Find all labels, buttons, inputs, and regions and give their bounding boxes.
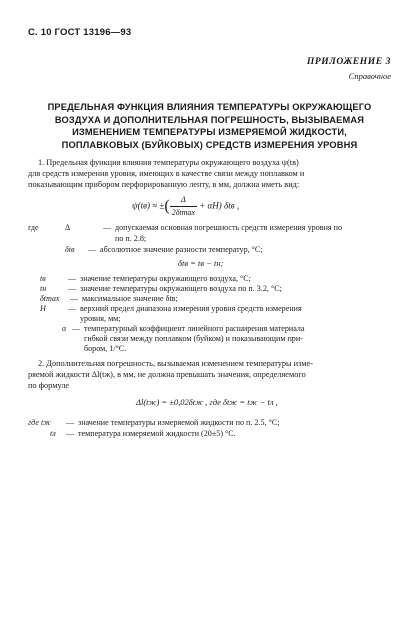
legend-text: уровня, мм; [80,314,121,323]
legend-dash: — [66,418,75,427]
legend-text: значение температуры измеряемой жидкости по п. 2.5, °С; [78,418,280,427]
legend-text: температурный коэффициент линейного расширения материала [84,324,305,333]
legend-dash: — [103,223,112,232]
appendix-title: ПРИЛОЖЕНИЕ 3 [306,57,391,67]
where-label: где [28,223,39,232]
legend-symbol: tн [40,284,47,293]
formula-psi-numerator: Δ [170,194,197,207]
legend-text: абсолютное значение разности температур, °С; [100,245,263,254]
legend-dash: — [68,274,77,283]
formula-delta-t: δtв = tв − tн; [178,258,224,268]
legend-dash: — [88,245,97,254]
legend-symbol: δtmax [40,294,60,303]
document-title [28,101,391,151]
legend-symbol: tл [50,429,56,438]
para1-line: 1. Предельная функция влияния температуры окружающего воздуха ψ(tв) [38,158,299,167]
title-line: ИЗМЕНЕНИЕМ ТЕМПЕРАТУРЫ ИЗМЕРЯЕМОЙ ЖИДКОСТИ, [72,127,347,138]
legend-text: верхний предел диапазона измерения уровня средств измерения [80,304,302,313]
legend-symbol: Δ [65,223,71,232]
legend-text: бором, 1/°С. [84,344,127,353]
para2-line: ряемой жидкости Δl(tж), в мм, не должна превышать значения, определяемого [28,370,306,379]
formula-psi-denominator: 2δtmax [171,208,195,217]
legend-text: значение температуры окружающего воздуха, °С; [80,274,251,283]
title-line: ВОЗДУХА И ДОПОЛНИТЕЛЬНАЯ ПОГРЕШНОСТЬ, ВЫЗЫВАЕМАЯ [54,114,365,125]
formula-psi-left: ψ(tв) ≈ ± [132,200,165,211]
legend-text: температура измеряемой жидкости (20±5) °С. [78,429,236,438]
legend-symbol: где tж [28,418,51,427]
title-line: ПОПЛАВКОВЫХ (БУЙКОВЫХ) СРЕДСТВ ИЗМЕРЕНИЯ УРОВНЯ [61,139,358,150]
page-header: С. 10 ГОСТ 13196—93 [28,27,132,38]
para2-line: 2. Дополнительная погрешность, вызываемая изменением температуры изме- [38,359,313,368]
legend-text: гибкой связи между поплавком (буйком) и показывающим при- [84,334,303,343]
formula-psi: ψ(tв) ≈ ±( $\frac{\Delta}{2\delta tmax}$ + αH) δtв , [132,195,240,217]
para2-line: по формуле [28,381,70,390]
legend-symbol: α [62,324,67,333]
para1-line: показывающим прибором перфорированную ленту, в мм, должна иметь вид: [28,180,300,189]
para1-line: для средств измерения уровня, имеющих в качестве связи между поплавком и [28,169,305,178]
legend-text: по п. 2.8; [115,234,147,243]
legend-dash: — [70,294,79,303]
legend-symbol: H [40,304,46,313]
legend-text: допускаемая основная погрешность средств измерения уровня по [115,223,343,232]
legend-symbol: tв [40,274,46,283]
legend-dash: — [68,284,77,293]
appendix-subtitle: Справочное [348,71,391,81]
formula-delta-l: Δl(tж) = ±0,02δtж , где δtж = tж − tл , [136,397,278,407]
legend-dash: — [72,324,81,333]
legend-text: значение температуры окружающего воздуха по п. 3.2, °С; [80,284,282,293]
legend-symbol: δtв [65,245,75,254]
title-line: ПРЕДЕЛЬНАЯ ФУНКЦИЯ ВЛИЯНИЯ ТЕМПЕРАТУРЫ ОКРУЖАЮЩЕГО [47,102,372,112]
legend-dash: — [68,304,77,313]
legend-text: максимальное значение δtв; [82,294,178,303]
legend-dash: — [66,429,75,438]
formula-psi-right: + αH) δtв , [199,200,240,211]
